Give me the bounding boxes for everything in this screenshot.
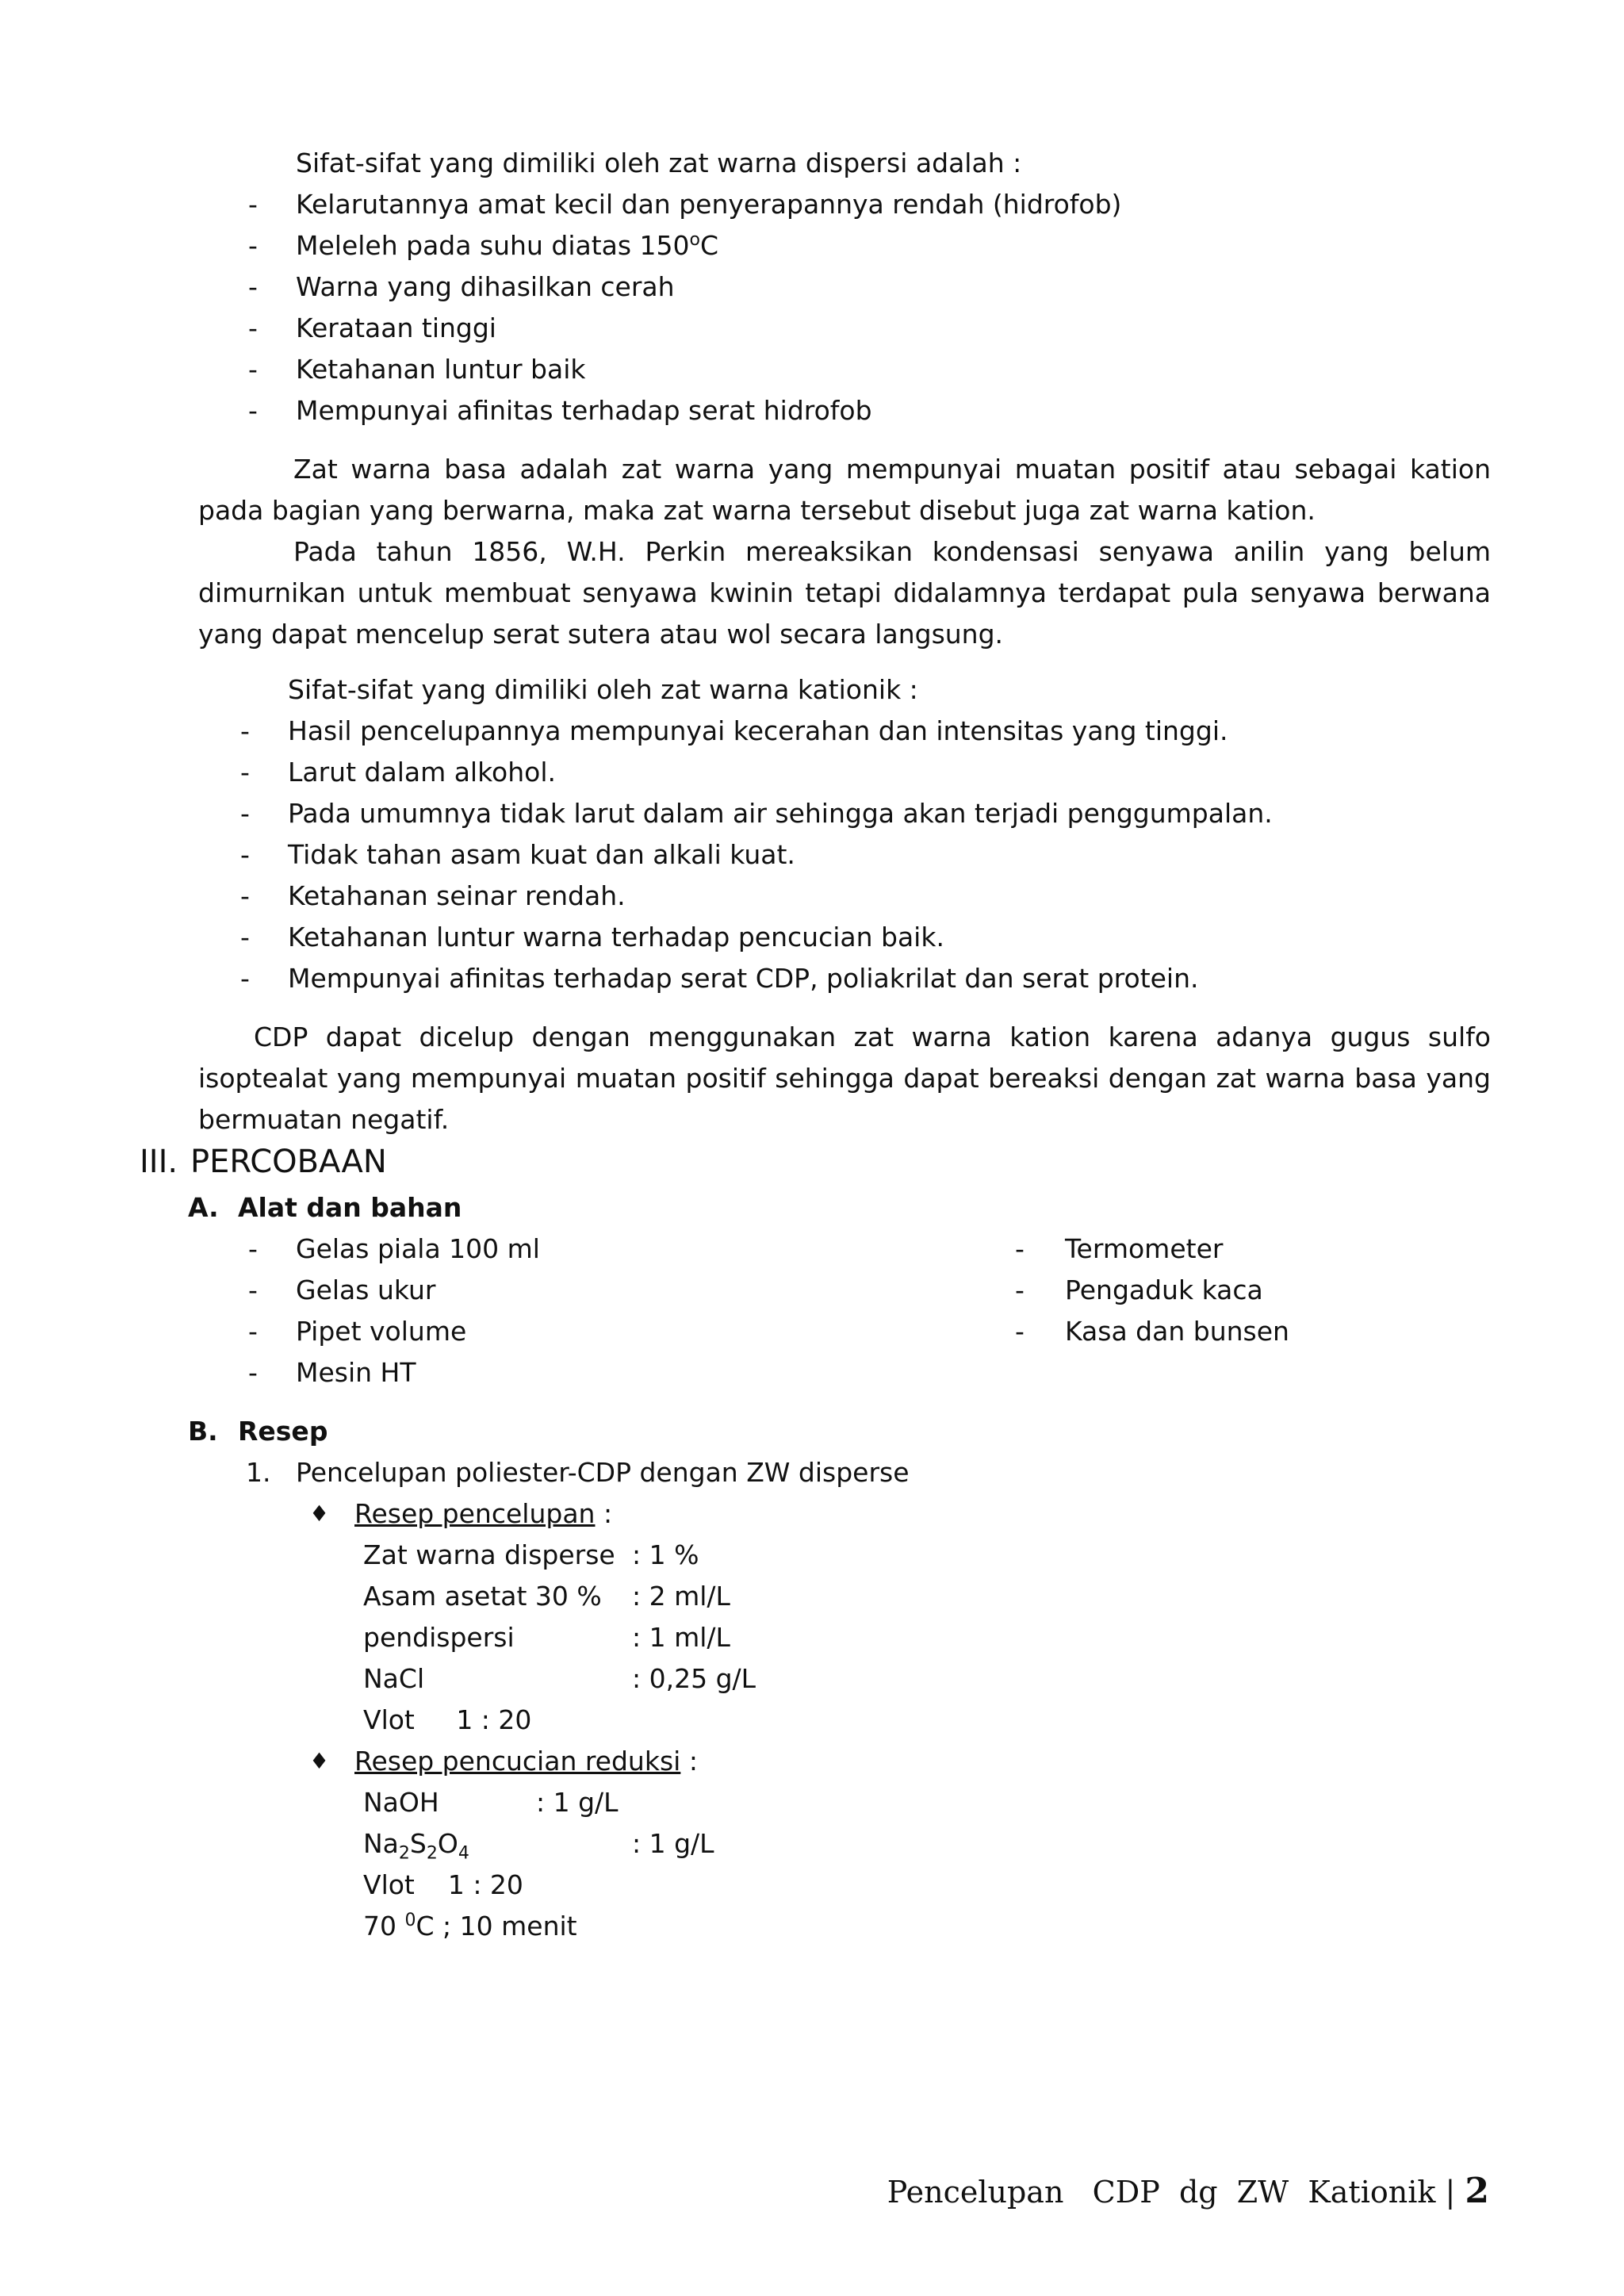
section-title: PERCOBAAN [190, 1144, 387, 1180]
list-dash: - [248, 189, 258, 220]
paragraph-cdp: CDP dapat dicelup dengan menggunakan zat warna kation karena adanya gugus sulfo isoptealat yang mempunyai muatan positif sehingga dapat bereaksi dengan zat warna basa yang bermuatan negatif. [198, 1022, 1491, 1135]
footer-title: Pencelupan CDP dg ZW Kationik [887, 2175, 1436, 2210]
recipe-amount: : 1 % [632, 1539, 699, 1570]
list-dash: - [248, 395, 258, 426]
tool-item: Gelas piala 100 ml [296, 1233, 540, 1264]
subsection-b-label: B. [188, 1416, 218, 1447]
list-item: Warna yang dihasilkan cerah [296, 271, 675, 302]
paragraph-perkin: Pada tahun 1856, W.H. Perkin mereaksikan kondensasi senyawa anilin yang belum dimurnikan untuk membuat senyawa kwinin tetapi didalamnya terdapat pula senyawa berwana yang dapat mencelup serat sutera atau wol secara langsung. [198, 536, 1491, 650]
recipe-number: 1. [246, 1457, 271, 1488]
recipe-ingredient: $Na_2S_2O_4$ [363, 1828, 469, 1864]
list-dash: - [1015, 1316, 1025, 1347]
disperse-props-intro: Sifat-sifat yang dimiliki oleh zat warna dispersi adalah : [296, 148, 1022, 178]
recipe-amount: : 1 g/L [632, 1828, 714, 1859]
recipe-ingredient: NaOH [363, 1787, 439, 1818]
recipe-wash-heading: Resep pencucian reduksi : [354, 1746, 698, 1777]
tool-item: Pipet volume [296, 1316, 467, 1347]
recipe-vlot: Vlot 1 : 20 [363, 1704, 532, 1735]
list-dash: - [248, 1274, 258, 1305]
list-dash: - [240, 798, 250, 829]
footer-separator: | [1445, 2175, 1456, 2210]
recipe-ingredient: Zat warna disperse [363, 1539, 615, 1570]
list-item: Mempunyai afinitas terhadap serat CDP, poliakrilat dan serat protein. [288, 963, 1199, 994]
list-dash: - [240, 839, 250, 870]
recipe-title: Pencelupan poliester-CDP dengan ZW disperse [296, 1457, 910, 1488]
list-dash: - [240, 963, 250, 994]
diamond-bullet-icon: ♦ [309, 1748, 330, 1774]
diamond-bullet-icon: ♦ [309, 1501, 330, 1527]
section-number: III. [140, 1144, 178, 1180]
list-item: Mempunyai afinitas terhadap serat hidrofob [296, 395, 872, 426]
list-dash: - [240, 757, 250, 788]
list-dash: - [248, 230, 258, 261]
recipe-amount: : 2 ml/L [632, 1581, 730, 1612]
list-dash: - [1015, 1274, 1025, 1305]
page-number: 2 [1465, 2171, 1489, 2211]
list-dash: - [240, 922, 250, 953]
recipe-ingredient: NaCl [363, 1663, 425, 1694]
tool-item: Mesin HT [296, 1357, 416, 1388]
list-dash: - [248, 1233, 258, 1264]
list-item: Tidak tahan asam kuat dan alkali kuat. [288, 839, 795, 870]
list-item: Ketahanan luntur warna terhadap pencucian baik. [288, 922, 944, 953]
list-dash: - [248, 1357, 258, 1388]
list-item: Kelarutannya amat kecil dan penyerapannya rendah (hidrofob) [296, 189, 1122, 220]
recipe-amount: : 1 g/L [536, 1787, 619, 1818]
tool-item: Termometer [1065, 1233, 1224, 1264]
recipe-vlot: Vlot 1 : 20 [363, 1869, 523, 1900]
tool-item: Kasa dan bunsen [1065, 1316, 1289, 1347]
list-item: Kerataan tinggi [296, 312, 496, 343]
recipe-ingredient: pendispersi [363, 1622, 515, 1653]
list-item: Pada umumnya tidak larut dalam air sehingga akan terjadi penggumpalan. [288, 798, 1273, 829]
recipe-temperature: 70 $^0$C ; 10 menit [363, 1911, 577, 1941]
tool-item: Gelas ukur [296, 1274, 436, 1305]
list-dash: - [248, 312, 258, 343]
paragraph-basa: Zat warna basa adalah zat warna yang mempunyai muatan positif atau sebagai kation pada bagian yang berwarna, maka zat warna tersebut disebut juga zat warna kation. [198, 454, 1491, 526]
list-dash: - [248, 271, 258, 302]
cation-props-intro: Sifat-sifat yang dimiliki oleh zat warna kationik : [288, 674, 918, 705]
subsection-a-label: A. [188, 1192, 219, 1223]
subsection-a-title: Alat dan bahan [238, 1192, 462, 1223]
list-dash: - [240, 880, 250, 911]
list-item: Larut dalam alkohol. [288, 757, 556, 788]
list-dash: - [240, 715, 250, 746]
list-item: Ketahanan luntur baik [296, 354, 586, 385]
recipe-dyeing-heading: Resep pencelupan : [354, 1498, 613, 1529]
page-footer [887, 2169, 1489, 2214]
recipe-amount: : 0,25 g/L [632, 1663, 756, 1694]
list-dash: - [248, 1316, 258, 1347]
list-item: Ketahanan seinar rendah. [288, 880, 626, 911]
recipe-ingredient: Asam asetat 30 % [363, 1581, 602, 1612]
list-item: Meleleh pada suhu diatas 150$^o$C [296, 230, 719, 261]
list-item: Hasil pencelupannya mempunyai kecerahan dan intensitas yang tinggi. [288, 715, 1228, 746]
subsection-b-title: Resep [238, 1416, 328, 1447]
list-dash: - [248, 354, 258, 385]
tool-item: Pengaduk kaca [1065, 1274, 1263, 1305]
list-dash: - [1015, 1233, 1025, 1264]
recipe-amount: : 1 ml/L [632, 1622, 730, 1653]
